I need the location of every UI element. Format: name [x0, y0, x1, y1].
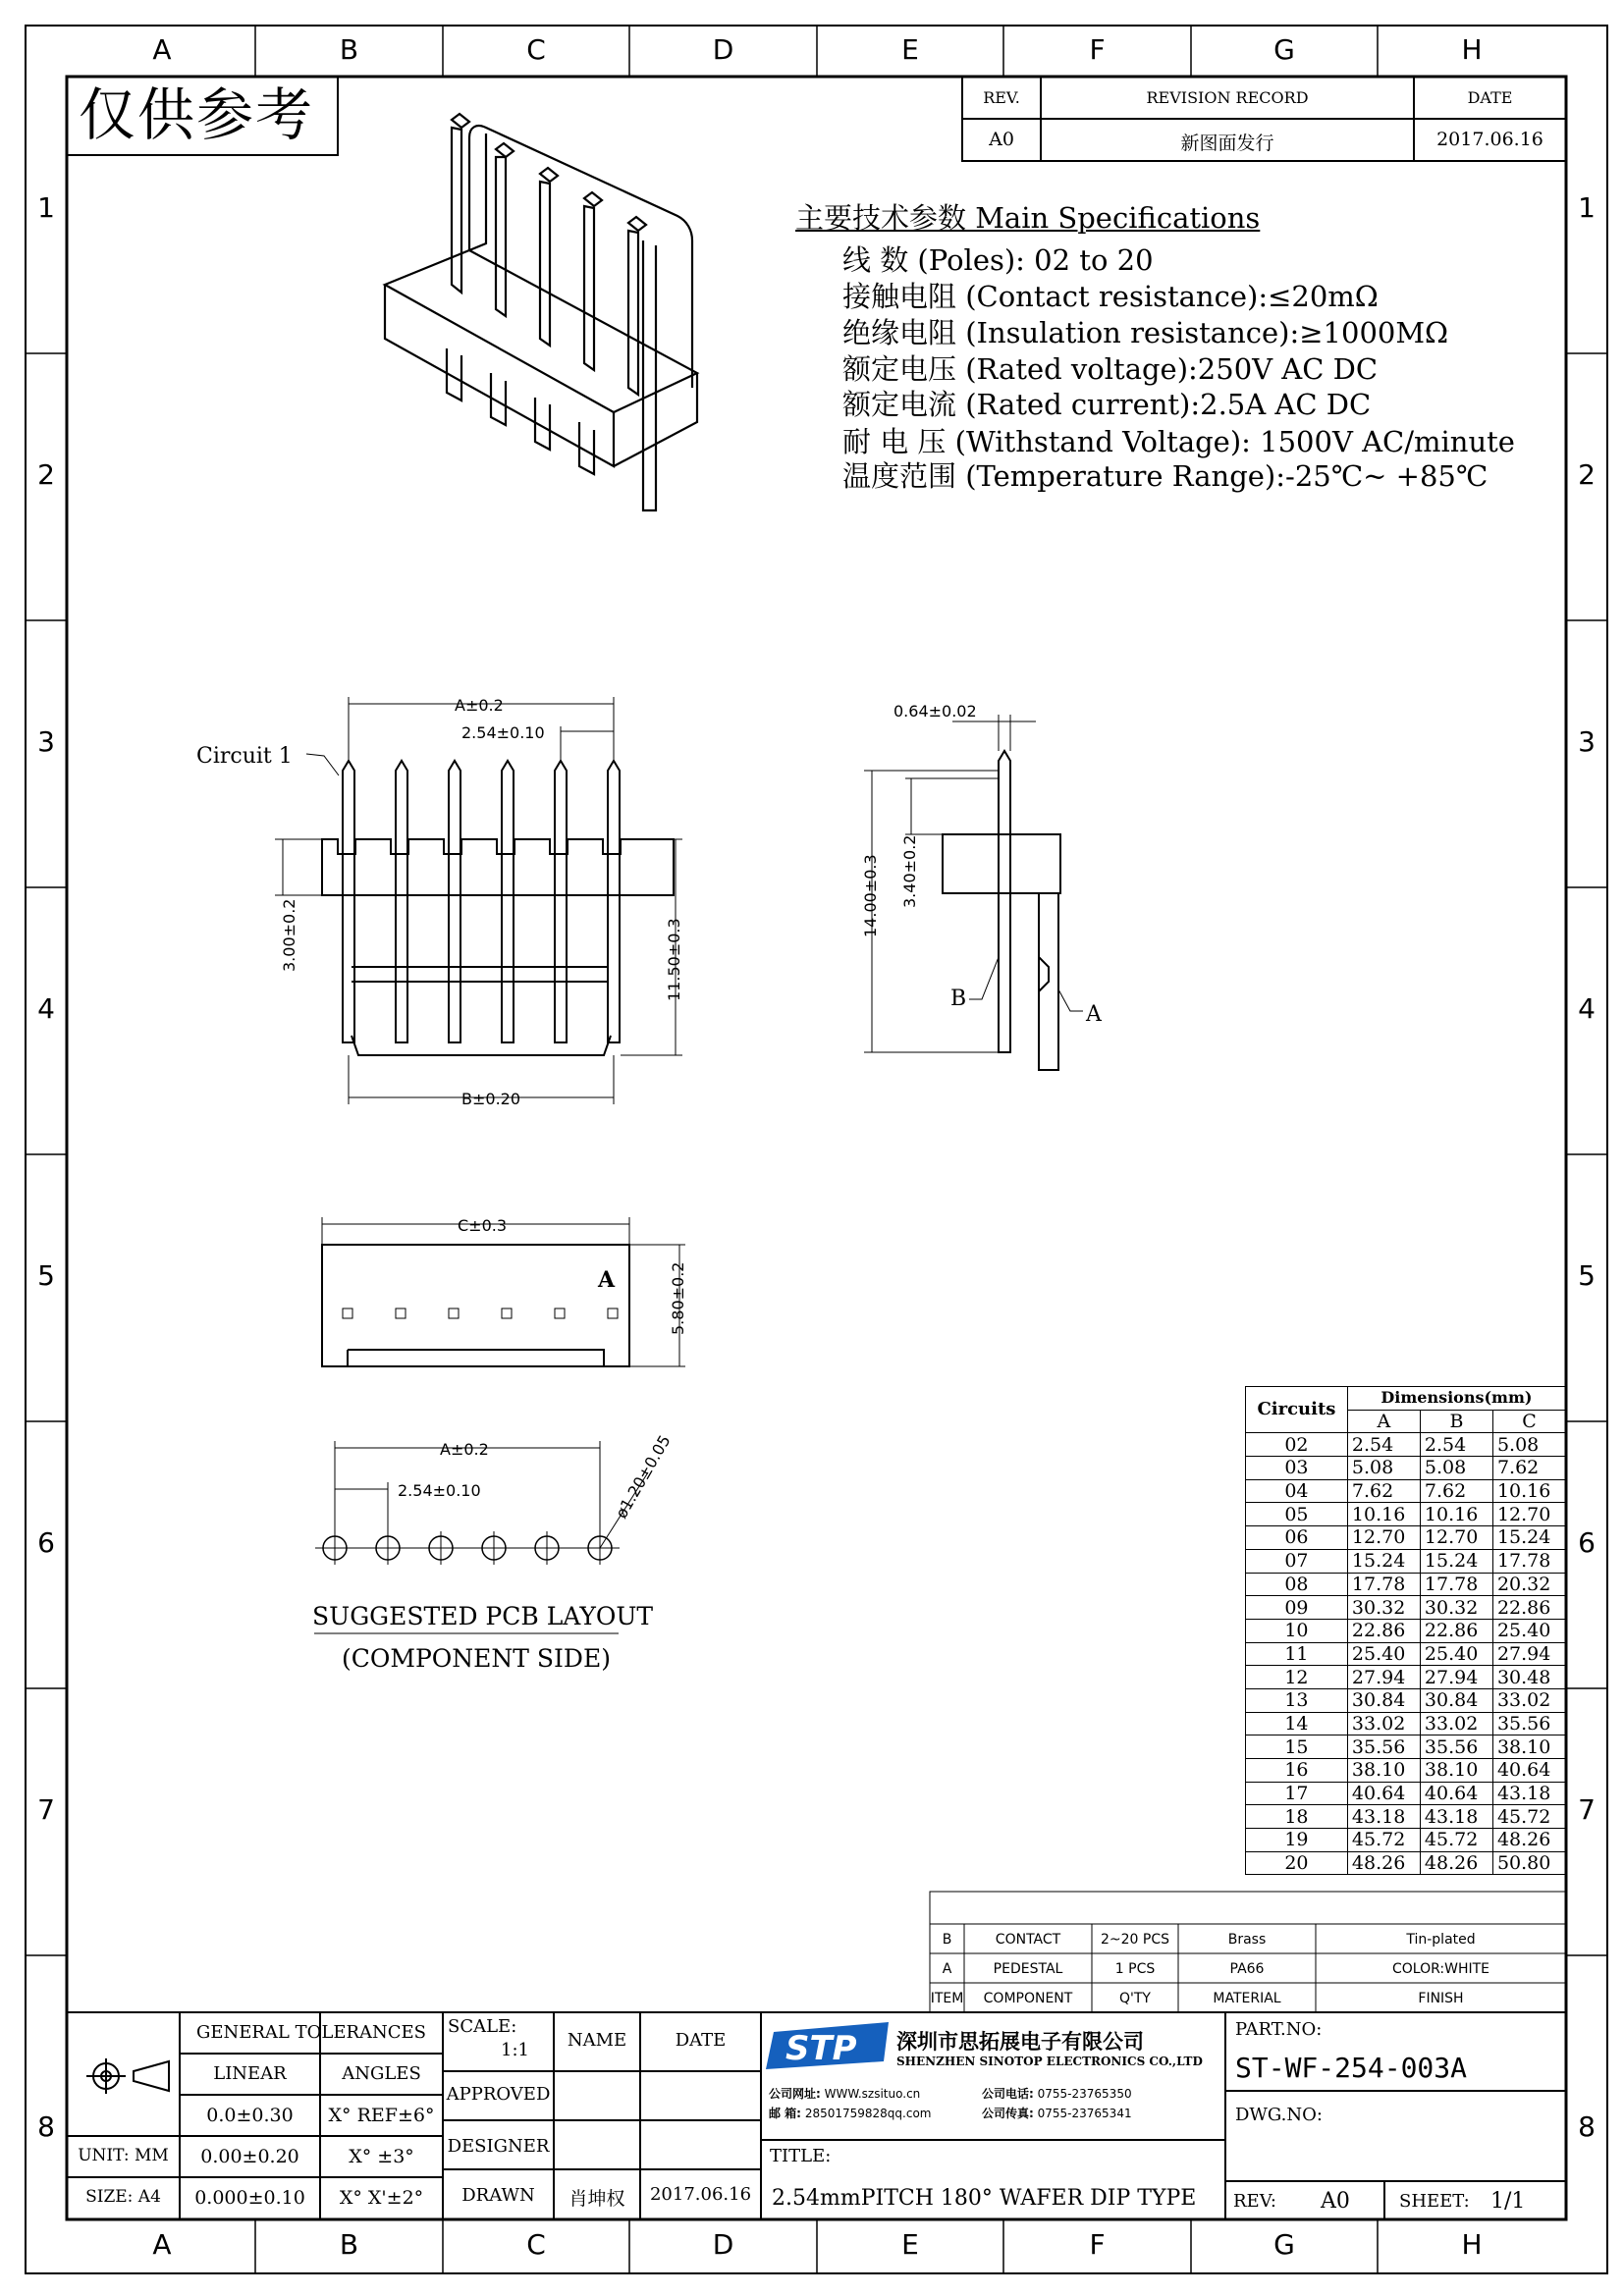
dim-table-row	[1246, 1735, 1566, 1759]
spec-contact-resistance: 接触电阻 (Contact resistance):≤20mΩ	[842, 280, 1379, 313]
dim-pcb-a: A±0.2	[440, 1440, 489, 1459]
top-view-dims	[322, 1217, 685, 1366]
circuit-1-label: Circuit 1	[196, 744, 293, 769]
part-no-label: PART.NO:	[1235, 2019, 1323, 2040]
dim-table-circuit-count: 05	[1246, 1503, 1348, 1526]
dim-side-1400: 14.00±0.3	[861, 854, 880, 937]
fax-line	[982, 2105, 1132, 2121]
zone-row-8-right: 8	[1578, 2110, 1596, 2143]
dim-table-value: 45.72	[1492, 1805, 1565, 1829]
dim-table-value: 40.64	[1347, 1782, 1420, 1805]
drawn-date: 2017.06.16	[649, 2184, 752, 2205]
side-label-b: B	[950, 987, 967, 1011]
dim-table-circuit-count: 12	[1246, 1666, 1348, 1689]
tolerance-angle-0: X° REF±6°	[328, 2105, 435, 2126]
dim-table-circuit-count: 15	[1246, 1735, 1348, 1759]
dim-front-1150: 11.50±0.3	[665, 918, 683, 1001]
dim-table-value: 27.94	[1347, 1666, 1420, 1689]
bom-header-item: ITEM	[930, 1991, 964, 2006]
dim-table-value: 35.56	[1347, 1735, 1420, 1759]
dim-table-row	[1246, 1549, 1566, 1573]
dim-table-circuit-count: 08	[1246, 1573, 1348, 1596]
zone-row-2-right: 2	[1578, 458, 1596, 491]
tolerance-linear-1: 0.00±0.20	[200, 2146, 299, 2167]
tolerance-angle-1: X° ±3°	[349, 2146, 414, 2167]
drawn-name: 肖坤权	[568, 2188, 625, 2210]
dimension-table	[1245, 1386, 1566, 1875]
zone-row-1-left: 1	[37, 191, 55, 224]
dim-table-value: 30.84	[1347, 1688, 1420, 1712]
dim-table-row	[1246, 1642, 1566, 1666]
dim-front-b: B±0.20	[461, 1090, 521, 1108]
bom-material-pedestal: PA66	[1229, 1961, 1265, 1977]
tolerance-linear-2: 0.000±0.10	[194, 2187, 305, 2209]
bom-qty-contact: 2~20 PCS	[1100, 1932, 1169, 1948]
company-name-en: SHENZHEN SINOTOP ELECTRONICS CO.,LTD	[896, 2055, 1203, 2068]
name-header: NAME	[567, 2030, 627, 2051]
dim-table-value: 38.10	[1420, 1759, 1492, 1783]
spec-withstand-voltage: 耐 电 压 (Withstand Voltage): 1500V AC/minute	[842, 425, 1515, 458]
dim-top-580: 5.80±0.2	[669, 1261, 687, 1335]
drawing-title: 2.54mmPITCH 180° WAFER DIP TYPE	[772, 2186, 1197, 2211]
dim-table-value: 2.54	[1347, 1433, 1420, 1457]
dim-table-value: 50.80	[1492, 1851, 1565, 1875]
dim-table-row	[1246, 1503, 1566, 1526]
dim-table-value: 43.18	[1492, 1782, 1565, 1805]
front-view-pins	[343, 761, 620, 1042]
dim-table-circuit-count: 14	[1246, 1712, 1348, 1735]
dim-side-pin: 0.64±0.02	[893, 702, 977, 721]
side-label-a: A	[1086, 1002, 1102, 1027]
dim-table-circuit-count: 11	[1246, 1642, 1348, 1666]
zone-row-4-left: 4	[37, 992, 55, 1025]
zone-col-h-bottom: H	[1461, 2228, 1483, 2261]
zone-col-d-top: D	[712, 33, 734, 66]
dim-table-row	[1246, 1759, 1566, 1783]
dim-table-value: 33.02	[1420, 1712, 1492, 1735]
dim-table-value: 45.72	[1420, 1829, 1492, 1852]
dim-front-a: A±0.2	[455, 696, 504, 715]
dim-table-value: 35.56	[1420, 1735, 1492, 1759]
dim-table-row	[1246, 1782, 1566, 1805]
website-value: WWW.szsituo.cn	[824, 2087, 921, 2101]
linear-label: LINEAR	[213, 2063, 287, 2084]
bom-component-pedestal: PEDESTAL	[993, 1961, 1063, 1977]
dim-table-circuit-count: 04	[1246, 1479, 1348, 1503]
top-label-a: A	[598, 1267, 616, 1293]
bom-material-contact: Brass	[1227, 1932, 1267, 1948]
revision-record-value: 新图面发行	[1180, 133, 1274, 154]
bom-header-material: MATERIAL	[1213, 1991, 1281, 2006]
dim-table-value: 5.08	[1492, 1433, 1565, 1457]
dim-table-value: 12.70	[1347, 1526, 1420, 1550]
website-line	[769, 2085, 920, 2102]
dim-table-row	[1246, 1526, 1566, 1550]
zone-row-5-left: 5	[37, 1259, 55, 1292]
dim-table-circuit-count: 17	[1246, 1782, 1348, 1805]
dim-table-circuit-count: 20	[1246, 1851, 1348, 1875]
dim-table-value: 40.64	[1492, 1759, 1565, 1783]
dim-table-value: 35.56	[1492, 1712, 1565, 1735]
dim-side-340: 3.40±0.2	[900, 834, 919, 908]
dim-table-value: 30.84	[1420, 1688, 1492, 1712]
zone-col-d-bottom: D	[712, 2228, 734, 2261]
general-tolerances-label: GENERAL TOLERANCES	[195, 2022, 427, 2043]
scale-label: SCALE:	[448, 2016, 517, 2037]
dim-table-value: 25.40	[1492, 1619, 1565, 1642]
dim-table-value: 15.24	[1492, 1526, 1565, 1550]
dim-table-circuit-count: 02	[1246, 1433, 1348, 1457]
phone-line	[982, 2085, 1132, 2102]
dim-table-row	[1246, 1688, 1566, 1712]
spec-temperature-range: 温度范围 (Temperature Range):-25℃~ +85℃	[842, 459, 1489, 493]
approved-label: APPROVED	[446, 2084, 551, 2105]
zone-col-a-bottom: A	[152, 2228, 172, 2261]
dim-table-row	[1246, 1619, 1566, 1642]
sheet-label: SHEET:	[1399, 2191, 1470, 2212]
bom-header-qty: Q'TY	[1119, 1991, 1151, 2006]
dim-pcb-pitch: 2.54±0.10	[398, 1481, 481, 1500]
dim-table-circuit-count: 09	[1246, 1596, 1348, 1620]
company-name-cn: 深圳市思拓展电子有限公司	[896, 2030, 1144, 2054]
dim-table-value: 10.16	[1347, 1503, 1420, 1526]
angles-label: ANGLES	[342, 2063, 421, 2084]
tolerance-angle-2: X° X'±2°	[339, 2187, 424, 2209]
dim-table-value: 38.10	[1492, 1735, 1565, 1759]
title-label: TITLE:	[770, 2146, 832, 2166]
dim-table-value: 10.16	[1492, 1479, 1565, 1503]
dim-table-value: 12.70	[1492, 1503, 1565, 1526]
rev-value: A0	[1321, 2189, 1350, 2214]
spec-insulation-resistance: 绝缘电阻 (Insulation resistance):≥1000MΩ	[842, 316, 1449, 349]
size-label: SIZE: A4	[85, 2187, 161, 2207]
designer-label: DESIGNER	[447, 2136, 550, 2157]
revision-rev-value: A0	[989, 129, 1014, 150]
zone-col-g-top: G	[1273, 33, 1295, 66]
dim-table-row	[1246, 1596, 1566, 1620]
revision-header-rev: REV.	[983, 88, 1020, 107]
dim-table-row	[1246, 1457, 1566, 1480]
dim-table-circuit-count: 06	[1246, 1526, 1348, 1550]
zone-col-a-top: A	[152, 33, 172, 66]
dim-table-value: 5.08	[1347, 1457, 1420, 1480]
dim-table-value: 17.78	[1347, 1573, 1420, 1596]
dim-table-value: 27.94	[1420, 1666, 1492, 1689]
zone-row-1-right: 1	[1578, 191, 1596, 224]
part-number: ST-WF-254-003A	[1235, 2052, 1468, 2084]
dim-table-dimensions-header: Dimensions(mm)	[1347, 1387, 1565, 1411]
dim-table-row	[1246, 1805, 1566, 1829]
spec-poles: 线 数 (Poles): 02 to 20	[842, 243, 1154, 277]
dim-table-value: 10.16	[1420, 1503, 1492, 1526]
projection-symbol	[86, 2058, 169, 2094]
pcb-layout-subtitle: (COMPONENT SIDE)	[342, 1644, 611, 1673]
drawn-label: DRAWN	[461, 2185, 535, 2206]
specs-title: 主要技术参数 Main Specifications	[795, 201, 1261, 235]
dim-table-value: 22.86	[1420, 1619, 1492, 1642]
dim-table-value: 2.54	[1420, 1433, 1492, 1457]
dim-table-row	[1246, 1851, 1566, 1875]
dim-table-circuit-count: 16	[1246, 1759, 1348, 1783]
dim-table-value: 12.70	[1420, 1526, 1492, 1550]
bom-finish-pedestal: COLOR:WHITE	[1391, 1961, 1490, 1977]
website-label: 公司网址:	[769, 2087, 821, 2101]
dim-table-circuit-count: 19	[1246, 1829, 1348, 1852]
dim-table-value: 7.62	[1420, 1479, 1492, 1503]
dim-table-value: 33.02	[1492, 1688, 1565, 1712]
zone-col-b-bottom: B	[339, 2228, 359, 2261]
zone-col-h-top: H	[1461, 33, 1483, 66]
reference-only-stamp: 仅供参考	[79, 81, 315, 148]
dim-table-value: 48.26	[1347, 1851, 1420, 1875]
zone-col-c-top: C	[526, 33, 546, 66]
bom-qty-pedestal: 1 PCS	[1114, 1961, 1156, 1977]
dim-table-value: 17.78	[1492, 1549, 1565, 1573]
zone-col-c-bottom: C	[526, 2228, 546, 2261]
spec-rated-voltage: 额定电压 (Rated voltage):250V AC DC	[842, 352, 1379, 386]
zone-row-5-right: 5	[1578, 1259, 1596, 1292]
dim-table-value: 25.40	[1347, 1642, 1420, 1666]
fax-value: 0755-23765341	[1037, 2107, 1132, 2120]
dim-table-value: 43.18	[1420, 1805, 1492, 1829]
dim-table-row	[1246, 1433, 1566, 1457]
zone-col-e-top: E	[901, 33, 919, 66]
dim-table-circuit-count: 10	[1246, 1619, 1348, 1642]
zone-row-2-left: 2	[37, 458, 55, 491]
dim-table-value: 30.48	[1492, 1666, 1565, 1689]
zone-col-g-bottom: G	[1273, 2228, 1295, 2261]
bom-finish-contact: Tin-plated	[1406, 1932, 1476, 1948]
fax-label: 公司传真:	[982, 2107, 1034, 2120]
dim-table-value: 33.02	[1347, 1712, 1420, 1735]
bom-item-a: A	[942, 1961, 952, 1977]
dim-table-value: 7.62	[1347, 1479, 1420, 1503]
dim-table-value: 20.32	[1492, 1573, 1565, 1596]
revision-header-date: DATE	[1467, 88, 1513, 107]
email-line	[769, 2105, 931, 2121]
dim-table-value: 5.08	[1420, 1457, 1492, 1480]
dim-pcb-hole: ø1.20±0.05	[612, 1431, 675, 1522]
dim-table-value: 15.24	[1347, 1549, 1420, 1573]
dim-table-circuit-count: 18	[1246, 1805, 1348, 1829]
date-header: DATE	[675, 2030, 727, 2051]
revision-date-value: 2017.06.16	[1436, 129, 1543, 150]
dim-top-c: C±0.3	[458, 1216, 508, 1235]
email-label: 邮 箱:	[769, 2107, 801, 2120]
zone-row-4-right: 4	[1578, 992, 1596, 1025]
zone-col-f-bottom: F	[1089, 2228, 1106, 2261]
bom-header-component: COMPONENT	[983, 1991, 1073, 2006]
dim-table-value: 38.10	[1347, 1759, 1420, 1783]
sheet-value: 1/1	[1490, 2189, 1526, 2214]
zone-col-e-bottom: E	[901, 2228, 919, 2261]
zone-col-f-top: F	[1089, 33, 1106, 66]
dim-table-value: 22.86	[1347, 1619, 1420, 1642]
dim-table-circuits-header: Circuits	[1246, 1387, 1348, 1433]
dim-table-value: 17.78	[1420, 1573, 1492, 1596]
bom-item-b: B	[942, 1932, 952, 1948]
zone-row-7-right: 7	[1578, 1793, 1596, 1826]
email-value: 28501759828qq.com	[804, 2107, 932, 2120]
dim-table-value: 40.64	[1420, 1782, 1492, 1805]
zone-row-3-left: 3	[37, 725, 55, 758]
rev-label: REV:	[1233, 2191, 1276, 2212]
spec-rated-current: 额定电流 (Rated current):2.5A AC DC	[842, 388, 1372, 421]
scale-value: 1:1	[501, 2040, 529, 2060]
zone-row-8-left: 8	[37, 2110, 55, 2143]
dim-table-col-a: A	[1347, 1410, 1420, 1433]
dim-table-row	[1246, 1479, 1566, 1503]
dim-table-value: 48.26	[1492, 1829, 1565, 1852]
dim-table-value: 30.32	[1420, 1596, 1492, 1620]
dim-table-col-b: B	[1420, 1410, 1492, 1433]
dim-table-row	[1246, 1666, 1566, 1689]
dim-front-pitch: 2.54±0.10	[461, 723, 545, 742]
dim-table-circuit-count: 13	[1246, 1688, 1348, 1712]
dim-table-value: 48.26	[1420, 1851, 1492, 1875]
zone-row-7-left: 7	[37, 1793, 55, 1826]
dim-table-value: 7.62	[1492, 1457, 1565, 1480]
dim-table-col-c: C	[1492, 1410, 1565, 1433]
bom-component-contact: CONTACT	[995, 1932, 1061, 1948]
bom-header-finish: FINISH	[1418, 1991, 1464, 2006]
zone-row-6-right: 6	[1578, 1526, 1596, 1559]
dim-table-value: 43.18	[1347, 1805, 1420, 1829]
dwg-no-label: DWG.NO:	[1235, 2105, 1323, 2125]
dim-table-row	[1246, 1712, 1566, 1735]
zone-col-b-top: B	[339, 33, 359, 66]
zone-row-3-right: 3	[1578, 725, 1596, 758]
isometric-view	[385, 114, 697, 510]
dim-table-circuit-count: 03	[1246, 1457, 1348, 1480]
tolerance-linear-0: 0.0±0.30	[206, 2105, 294, 2126]
pcb-layout-title: SUGGESTED PCB LAYOUT	[312, 1602, 654, 1630]
dim-table-value: 15.24	[1420, 1549, 1492, 1573]
dim-table-row	[1246, 1829, 1566, 1852]
company-logo	[766, 2022, 889, 2069]
side-view-dims	[864, 715, 1083, 1052]
unit-label: UNIT: MM	[78, 2146, 169, 2165]
zone-row-6-left: 6	[37, 1526, 55, 1559]
dim-table-value: 45.72	[1347, 1829, 1420, 1852]
dim-front-300: 3.00±0.2	[280, 898, 298, 972]
dim-table-circuit-count: 07	[1246, 1549, 1348, 1573]
dim-table-value: 25.40	[1420, 1642, 1492, 1666]
svg-text:STP: STP	[785, 2029, 857, 2068]
phone-value: 0755-23765350	[1037, 2087, 1132, 2101]
front-view-dims	[275, 697, 682, 1104]
dim-table-value: 27.94	[1492, 1642, 1565, 1666]
phone-label: 公司电话:	[982, 2087, 1034, 2101]
front-view	[322, 839, 674, 1055]
dim-table-value: 30.32	[1347, 1596, 1420, 1620]
top-view-pin-marks	[343, 1308, 618, 1318]
dim-table-value: 22.86	[1492, 1596, 1565, 1620]
side-view	[943, 751, 1060, 1070]
revision-header-record: REVISION RECORD	[1146, 88, 1309, 107]
dim-table-row	[1246, 1573, 1566, 1596]
top-view	[322, 1245, 629, 1366]
